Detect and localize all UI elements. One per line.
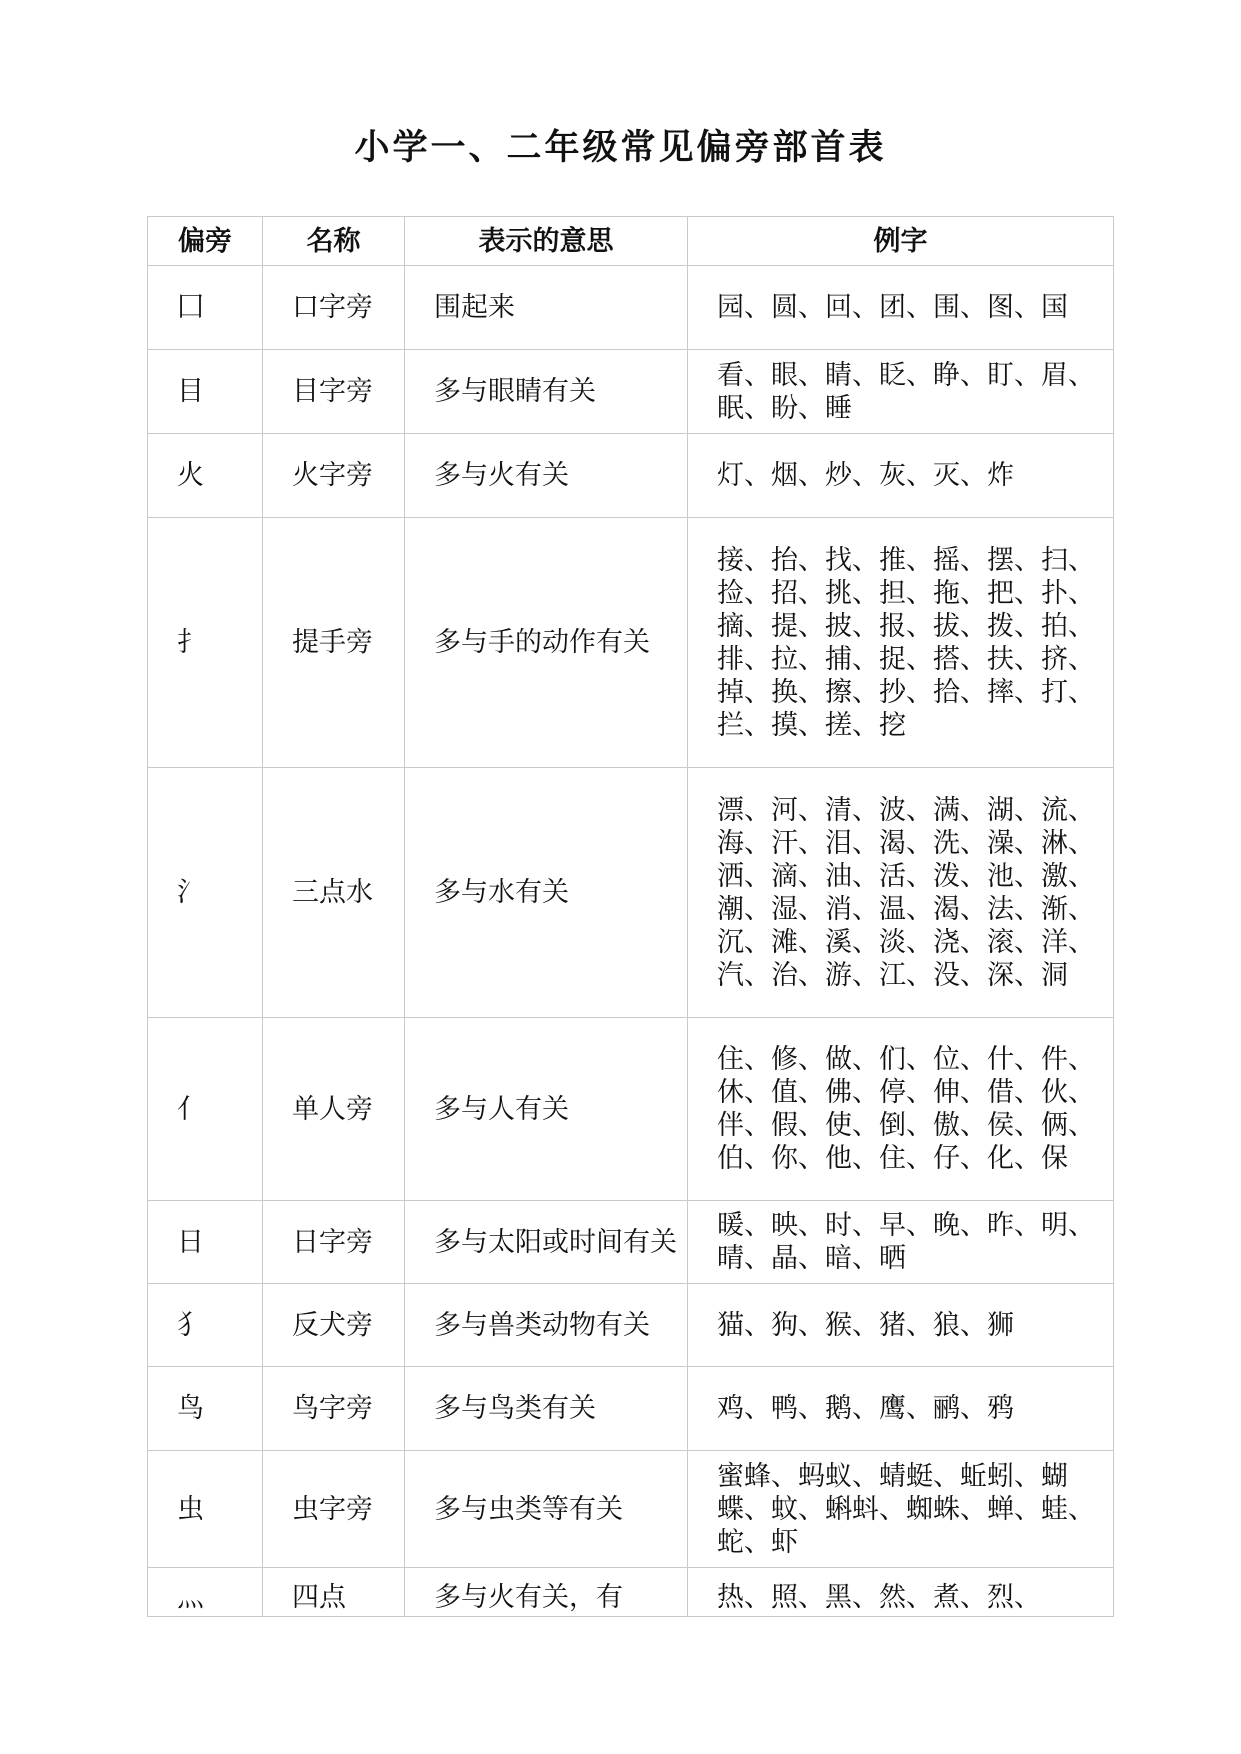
examples-cell: 看、眼、睛、眨、睁、盯、眉、眠、盼、睡 (688, 350, 1114, 434)
radical-cell: 日 (148, 1201, 263, 1284)
meaning-cell: 多与手的动作有关 (405, 518, 688, 768)
examples-cell: 园、圆、回、团、围、图、国 (688, 266, 1114, 350)
table-row (148, 266, 1114, 350)
table-header-row (148, 217, 1114, 266)
page-title: 小学一、二年级常见偏旁部首表 (354, 128, 887, 168)
meaning-cell: 多与虫类等有关 (405, 1451, 688, 1568)
examples-cell: 蜜蜂、蚂蚁、蜻蜓、蚯蚓、蝴蝶、蚊、蝌蚪、蜘蛛、蝉、蛙、蛇、虾 (688, 1451, 1114, 1568)
header-name: 名称 (263, 217, 405, 266)
meaning-cell: 多与火有关，有 (405, 1568, 688, 1617)
examples-cell: 猫、狗、猴、猪、狼、狮 (688, 1284, 1114, 1367)
meaning-cell: 多与兽类动物有关 (405, 1284, 688, 1367)
name-cell: 三点水 (263, 768, 405, 1018)
radical-cell: 囗 (148, 266, 263, 350)
name-cell: 虫字旁 (263, 1451, 405, 1568)
meaning-cell: 多与鸟类有关 (405, 1367, 688, 1451)
table-row (148, 1367, 1114, 1451)
table-row (148, 768, 1114, 1018)
table-row (148, 518, 1114, 768)
name-cell: 提手旁 (263, 518, 405, 768)
table-row (148, 350, 1114, 434)
meaning-cell: 多与太阳或时间有关 (405, 1201, 688, 1284)
meaning-cell: 多与水有关 (405, 768, 688, 1018)
radical-cell: 扌 (148, 518, 263, 768)
name-cell: 日字旁 (263, 1201, 405, 1284)
radical-cell: 亻 (148, 1018, 263, 1201)
meaning-cell: 多与火有关 (405, 434, 688, 518)
table-row (148, 1284, 1114, 1367)
radical-table (147, 216, 1114, 1617)
name-cell: 火字旁 (263, 434, 405, 518)
radical-cell: 虫 (148, 1451, 263, 1568)
table-row (148, 1568, 1114, 1617)
radical-cell: 氵 (148, 768, 263, 1018)
name-cell: 单人旁 (263, 1018, 405, 1201)
header-meaning: 表示的意思 (405, 217, 688, 266)
meaning-cell: 围起来 (405, 266, 688, 350)
table-row (148, 1451, 1114, 1568)
examples-cell: 灯、烟、炒、灰、灭、炸 (688, 434, 1114, 518)
radical-cell: 目 (148, 350, 263, 434)
table-row (148, 1201, 1114, 1284)
table-row (148, 434, 1114, 518)
meaning-cell: 多与人有关 (405, 1018, 688, 1201)
radical-cell: 犭 (148, 1284, 263, 1367)
radical-cell: 火 (148, 434, 263, 518)
header-radical: 偏旁 (148, 217, 263, 266)
examples-cell: 暖、映、时、早、晚、昨、明、晴、晶、暗、晒 (688, 1201, 1114, 1284)
examples-cell: 漂、河、清、波、满、湖、流、海、汗、泪、渴、洗、澡、淋、洒、滴、油、活、泼、池、激、潮、湿、消、温、渴、法、渐、沉、滩、溪、淡、浇、滚、洋、汽、治、游、江、没、深、洞 (688, 768, 1114, 1018)
examples-cell: 接、抬、找、推、摇、摆、扫、捡、招、挑、担、拖、把、扑、摘、提、披、报、拔、拨、拍、排、拉、捕、捉、搭、扶、挤、掉、换、擦、抄、拾、摔、打、拦、摸、搓、挖 (688, 518, 1114, 768)
header-examples: 例字 (688, 217, 1114, 266)
name-cell: 反犬旁 (263, 1284, 405, 1367)
name-cell: 口字旁 (263, 266, 405, 350)
meaning-cell: 多与眼睛有关 (405, 350, 688, 434)
name-cell: 鸟字旁 (263, 1367, 405, 1451)
examples-cell: 鸡、鸭、鹅、鹰、鹂、鸦 (688, 1367, 1114, 1451)
examples-cell: 热、照、黑、然、煮、烈、 (688, 1568, 1114, 1617)
radical-cell: 鸟 (148, 1367, 263, 1451)
name-cell: 四点 (263, 1568, 405, 1617)
radical-cell: 灬 (148, 1568, 263, 1617)
examples-cell: 住、修、做、们、位、什、件、休、值、佛、停、伸、借、伙、伴、假、使、倒、傲、侯、俩、伯、你、他、住、仔、化、保 (688, 1018, 1114, 1201)
table-row (148, 1018, 1114, 1201)
name-cell: 目字旁 (263, 350, 405, 434)
